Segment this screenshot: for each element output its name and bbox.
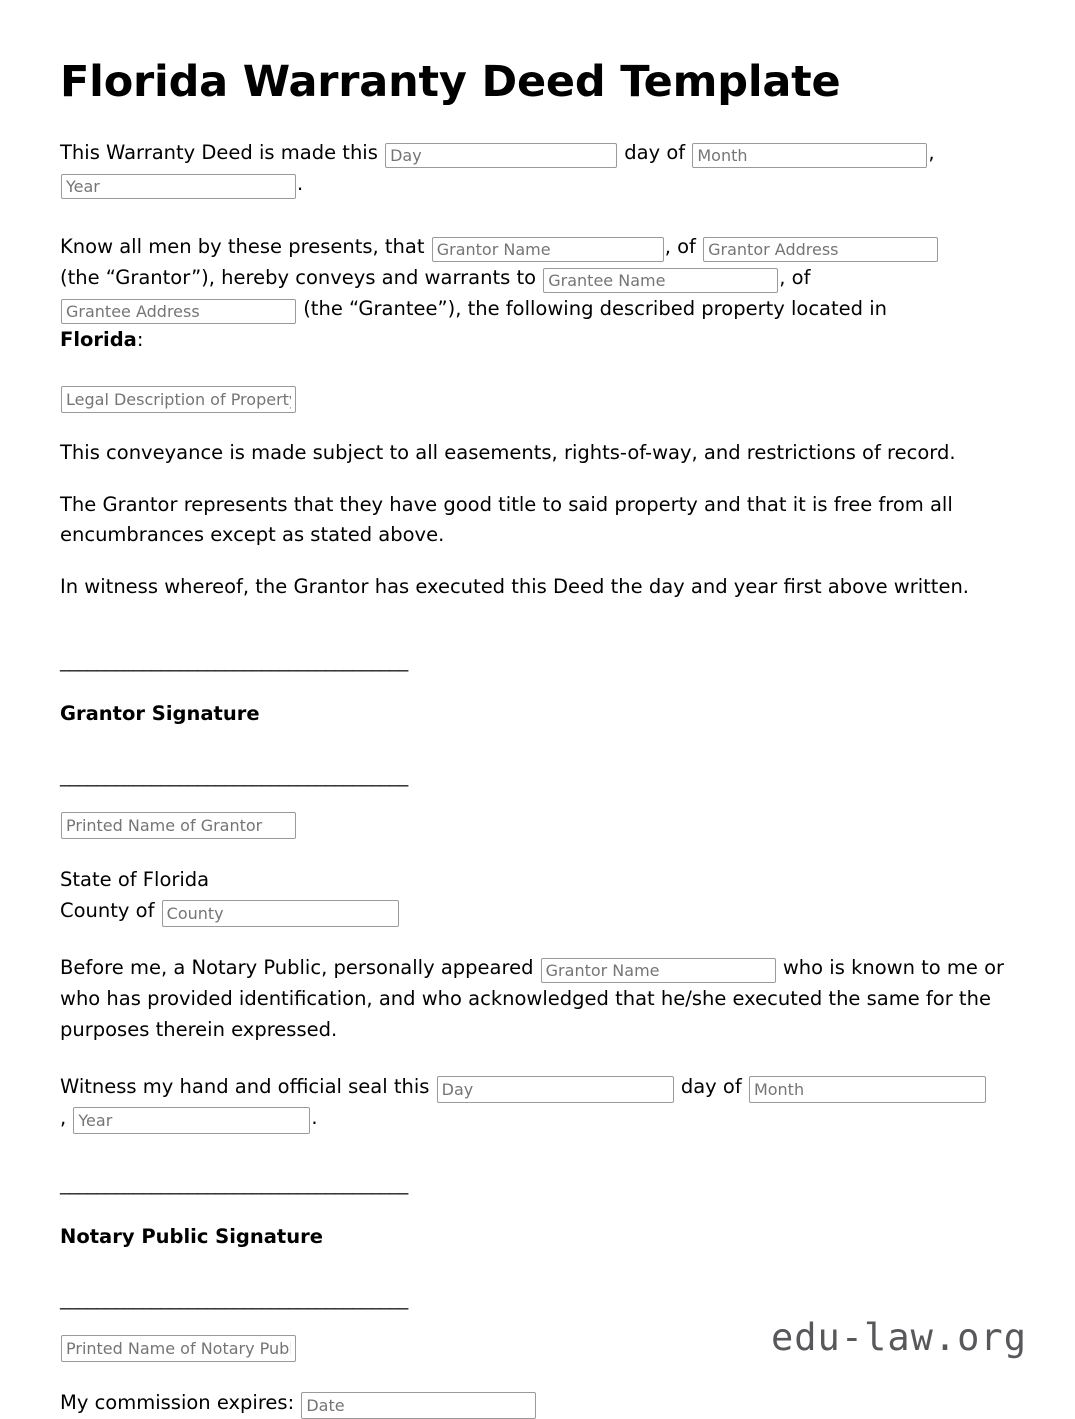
deed-year-input[interactable] [61,174,296,199]
grantor-name-input[interactable] [432,237,664,262]
grantor-printed-name-rule: ______________________________________ [60,764,408,788]
county-of-label: County of [60,899,155,923]
property-state-colon: : [136,328,144,352]
acknowledgment-paragraph [60,952,1015,1045]
seal-day-of-text: day of [680,1075,742,1099]
legal-description-row [60,381,1015,412]
grantor-signature-rule: ______________________________________ [60,649,408,673]
grantor-signature-label: Grantor Signature [60,702,260,726]
good-title-clause: The Grantor represents that they have good title to said property and that it is free from all encumbrances except as stated above. [60,493,953,547]
intro-day-of-text: day of [624,141,686,165]
intro-paragraph [60,137,1015,199]
intro-period: . [297,172,304,196]
commission-expires-input[interactable] [301,1392,536,1419]
notary-printed-name-input[interactable] [61,1335,296,1362]
state-of-florida-label: State of Florida [60,868,210,892]
acknowledgment-text-part1: Before me, a Notary Public, personally appeared [60,956,534,980]
acknowledgment-text-part2: who is known to me or who has provided identification, and who acknowledged that he/she executed the same for the purposes therein expressed. [60,956,1005,1042]
notary-printed-name-rule: ______________________________________ [60,1287,408,1311]
seal-month-input[interactable] [749,1076,986,1103]
seal-day-input[interactable] [437,1076,674,1103]
venue-block [60,864,1015,926]
seal-text-part1: Witness my hand and official seal this [60,1075,430,1099]
seal-paragraph [60,1071,1015,1133]
grantor-address-input[interactable] [703,237,938,262]
county-input[interactable] [162,900,399,927]
seal-comma: , [60,1106,67,1130]
property-state-label: Florida [60,328,137,352]
grantee-address-input[interactable] [61,299,296,324]
intro-lead-text: This Warranty Deed is made this [60,141,378,165]
notary-signature-label: Notary Public Signature [60,1225,323,1249]
acknowledgment-grantor-name-input[interactable] [541,958,776,983]
commission-expires-row [60,1387,1015,1418]
conveyance-text-part1: Know all men by these presents, that [60,235,425,259]
legal-description-input[interactable] [61,386,296,413]
deed-month-input[interactable] [692,143,927,168]
page-title: Florida Warranty Deed Template [60,57,841,107]
conveyance-paragraph [60,231,1015,355]
conveyance-text-part2: , of [664,235,696,259]
witness-whereof-clause: In witness whereof, the Grantor has executed this Deed the day and year first above written. [60,575,970,599]
commission-expires-label: My commission expires: [60,1391,295,1415]
seal-year-input[interactable] [73,1107,310,1134]
seal-period: . [311,1106,318,1130]
notary-signature-rule: ______________________________________ [60,1172,408,1196]
conveyance-text-part5: (the “Grantee”), the following described property located in [303,297,887,321]
grantor-printed-name-input[interactable] [61,812,296,839]
easements-clause: This conveyance is made subject to all easements, rights-of-way, and restrictions of record. [60,441,956,465]
deed-day-input[interactable] [385,143,617,168]
site-watermark: edu-law.org [770,1316,1027,1359]
grantee-name-input[interactable] [543,268,778,293]
intro-comma: , [928,141,935,165]
conveyance-text-part3: (the “Grantor”), hereby conveys and warrants to [60,266,537,290]
grantor-printed-name-row [60,807,1015,838]
conveyance-text-part4: , of [779,266,811,290]
